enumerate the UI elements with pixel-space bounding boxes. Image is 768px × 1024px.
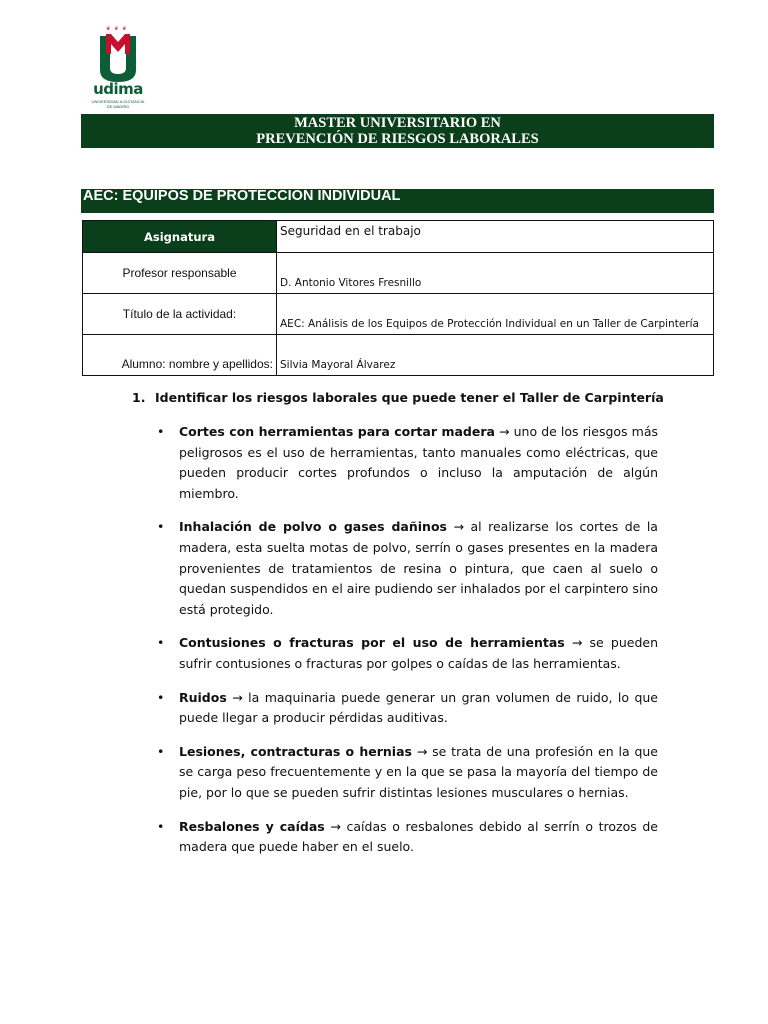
bullet-icon: • xyxy=(157,424,165,439)
mu-monogram-icon xyxy=(86,26,150,82)
bullet-icon: • xyxy=(157,519,165,535)
risk-text: se trata de una profesión en la que se carga peso frecuentemente y en la que se pasa la mayoría del tiempo de pie, por lo que se pueden sufrir distintas lesiones musculares o hernias. xyxy=(179,743,658,800)
risk-title: Contusiones o fracturas por el uso de herramientas xyxy=(179,635,565,651)
section-title: Identificar los riesgos laborales que puede tener el Taller de Carpintería xyxy=(155,390,664,405)
udima-logo xyxy=(86,26,150,118)
crown-icon: ♛ ♛ ♛ xyxy=(106,26,128,32)
risk-text: se pueden sufrir contusiones o fracturas por golpes o caídas de las herramientas. xyxy=(179,635,658,671)
bullet-icon: • xyxy=(157,818,165,834)
risk-title: Ruidos xyxy=(179,689,227,705)
risk-text: la maquinaria puede generar un gran volumen de ruido, lo que puede llegar a producir pérdidas auditivas. xyxy=(179,689,658,726)
aec-title-banner: AEC: EQUIPOS DE PROTECCION INDIVIDUAL xyxy=(81,189,714,213)
risk-text: caídas o resbalones debido al serrín o trozos de madera que puede haber en el suelo. xyxy=(179,818,658,855)
arrow-icon: → xyxy=(416,743,428,759)
list-item xyxy=(157,688,658,729)
list-item xyxy=(157,817,658,858)
risk-text: uno de los riesgos más peligrosos es el uso de herramientas, tanto manuales como eléctricas, que pueden producir cortes profundos o incluso la amputación de algún miembro. xyxy=(179,424,658,501)
arrow-icon: → xyxy=(232,689,243,705)
table-row xyxy=(83,221,714,253)
risk-title: Resbalones y caídas xyxy=(179,818,325,834)
logo-subtitle: UNIVERSIDAD A DISTANCIA DE MADRID xyxy=(91,99,145,109)
row-value: Seguridad en el trabajo xyxy=(277,221,714,253)
arrow-icon: → xyxy=(330,818,341,834)
list-item xyxy=(157,517,658,620)
list-item xyxy=(157,633,658,674)
table-row xyxy=(83,294,714,335)
master-title-line2: PREVENCIÓN DE RIESGOS LABORALES xyxy=(256,131,539,147)
row-label: Profesor responsable xyxy=(83,253,277,294)
master-title-banner xyxy=(81,114,714,148)
table-row xyxy=(83,253,714,294)
row-value: AEC: Análisis de los Equipos de Protección Individual en un Taller de Carpintería xyxy=(277,294,714,335)
risk-title: Inhalación de polvo o gases dañinos xyxy=(179,519,447,535)
row-value: D. Antonio Vitores Fresnillo xyxy=(277,253,714,294)
table-row xyxy=(83,335,714,376)
activity-info-table xyxy=(82,220,714,376)
section-number: 1. xyxy=(132,390,146,405)
arrow-icon: → xyxy=(571,635,583,651)
logo-brand: udima xyxy=(93,80,143,98)
row-label: Título de la actividad: xyxy=(83,294,277,335)
section-heading xyxy=(132,390,664,405)
list-item xyxy=(157,742,658,804)
row-label: Asignatura xyxy=(83,221,277,253)
list-item xyxy=(157,422,658,504)
risk-list xyxy=(157,422,658,871)
bullet-icon: • xyxy=(157,635,165,651)
arrow-icon: → xyxy=(453,519,464,535)
risk-text: al realizarse los cortes de la madera, esta suelta motas de polvo, serrín o gases presentes en la madera provenientes de tratamientos de resina o pintura, que caen al suelo o quedan suspendidos en el aire pudiendo ser inhalados por el carpintero sino está protegido. xyxy=(179,519,658,617)
risk-title: Cortes con herramientas para cortar madera xyxy=(179,424,495,439)
row-value: Silvia Mayoral Álvarez xyxy=(277,335,714,376)
master-title-line1: MASTER UNIVERSITARIO EN xyxy=(294,115,501,131)
arrow-icon: → xyxy=(499,424,510,439)
bullet-icon: • xyxy=(157,743,165,759)
row-label: Alumno: nombre y apellidos: xyxy=(83,335,277,376)
risk-title: Lesiones, contracturas o hernias xyxy=(179,743,412,759)
bullet-icon: • xyxy=(157,689,165,705)
